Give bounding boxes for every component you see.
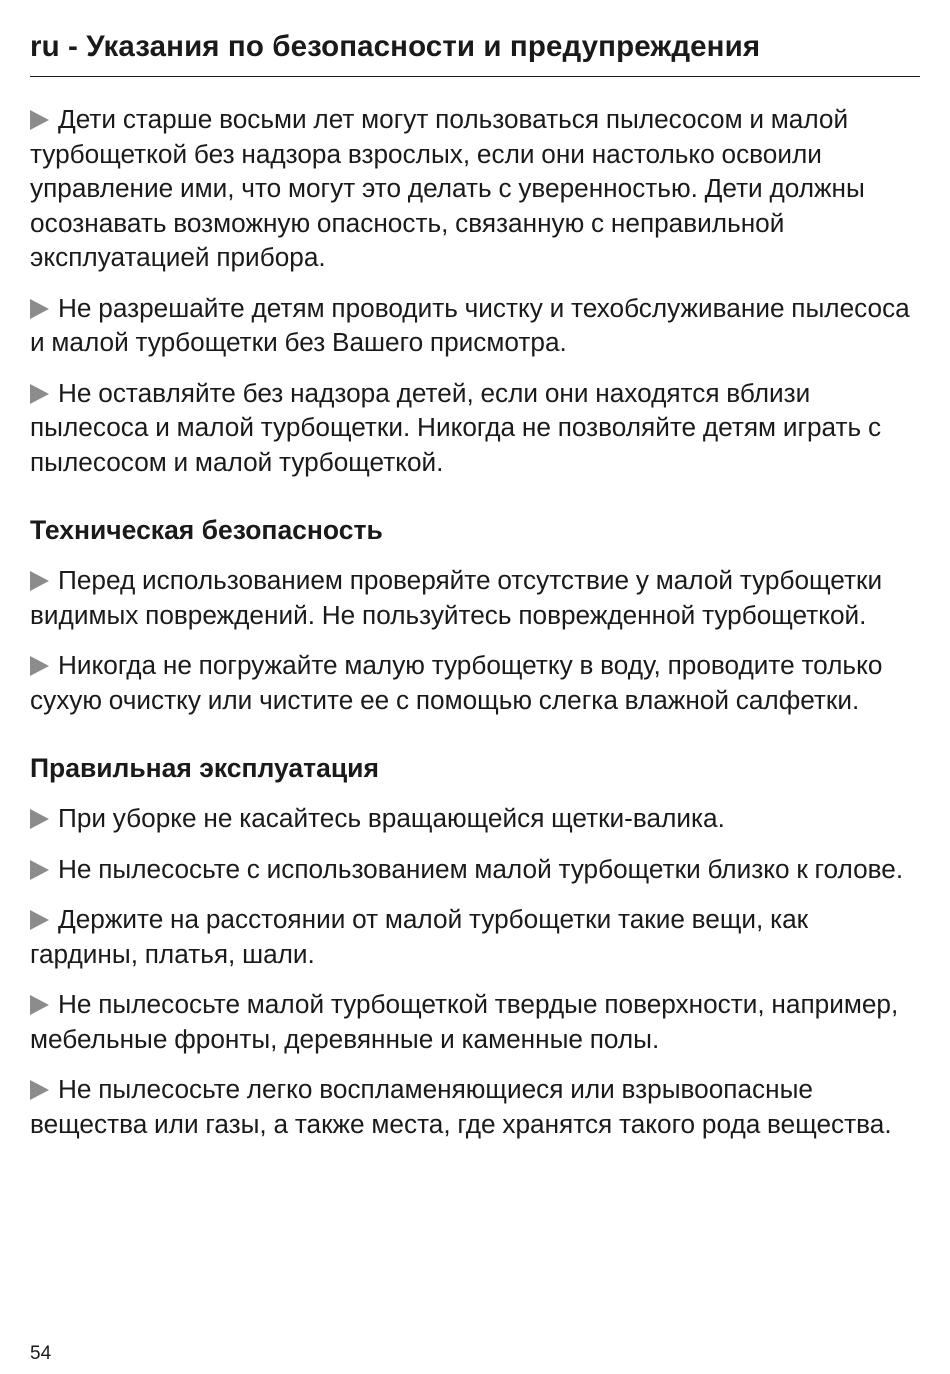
triangle-right-icon	[30, 110, 49, 130]
warning-item	[30, 801, 920, 836]
triangle-right-icon	[30, 384, 49, 404]
warning-item	[30, 902, 920, 971]
warning-text: Никогда не погружайте малую турбощетку в воду, проводите только сухую очистку или чистите ее с помощью слегка влажной салфетки.	[30, 650, 883, 715]
warning-item	[30, 852, 920, 887]
page-title: ru - Указания по безопасности и предупреждения	[30, 30, 761, 63]
section-children-safety	[30, 102, 920, 479]
section-proper-use	[30, 751, 920, 1141]
warning-item	[30, 987, 920, 1056]
section-technical-safety	[30, 513, 920, 717]
section-heading: Техническая безопасность	[30, 515, 383, 545]
warning-text: Держите на расстоянии от малой турбощетки такие вещи, как гардины, платья, шали.	[30, 904, 809, 969]
warning-text: Не пылесосьте с использованием малой турбощетки близко к голове.	[58, 853, 904, 884]
triangle-right-icon	[30, 809, 49, 829]
warning-text: Не разрешайте детям проводить чистку и техобслуживание пылесоса и малой турбощетки без Вашего присмотра.	[30, 292, 910, 357]
warning-item	[30, 376, 920, 480]
warning-text: Перед использованием проверяйте отсутствие у малой турбощетки видимых повреждений. Не пользуйтесь поврежденной турбощеткой.	[30, 565, 883, 630]
triangle-right-icon	[30, 910, 49, 930]
triangle-right-icon	[30, 656, 49, 676]
warning-item	[30, 1072, 920, 1141]
page-content	[30, 102, 920, 1157]
triangle-right-icon	[30, 1080, 49, 1100]
warning-item	[30, 102, 920, 275]
page-number: 54	[30, 1343, 52, 1364]
warning-item	[30, 563, 920, 632]
triangle-right-icon	[30, 860, 49, 880]
triangle-right-icon	[30, 995, 49, 1015]
warning-item	[30, 291, 920, 360]
warning-text: Не пылесосьте малой турбощеткой твердые поверхности, например, мебельные фронты, деревянные и каменные полы.	[30, 989, 899, 1054]
warning-text: Не оставляйте без надзора детей, если они находятся вблизи пылесоса и малой турбощетки. Никогда не позволяйте детям играть с пылесосом и малой турбощеткой.	[30, 377, 882, 477]
warning-text: При уборке не касайтесь вращающейся щетки-валика.	[58, 803, 725, 833]
page-header	[30, 26, 920, 77]
warning-item	[30, 648, 920, 717]
warning-text: Не пылесосьте легко воспламеняющиеся или взрывоопасные вещества или газы, а также места, где хранятся такого рода вещества.	[30, 1074, 892, 1139]
triangle-right-icon	[30, 571, 49, 591]
warning-text: Дети старше восьми лет могут пользоваться пылесосом и малой турбощеткой без надзора взрослых, если они настолько освоили управление ими, что могут это делать с уверенностью. Дети должны осознавать возможную опасность, связанную с неправильной эксплуатацией прибора.	[30, 104, 865, 272]
triangle-right-icon	[30, 299, 49, 319]
section-heading: Правильная эксплуатация	[30, 753, 379, 783]
